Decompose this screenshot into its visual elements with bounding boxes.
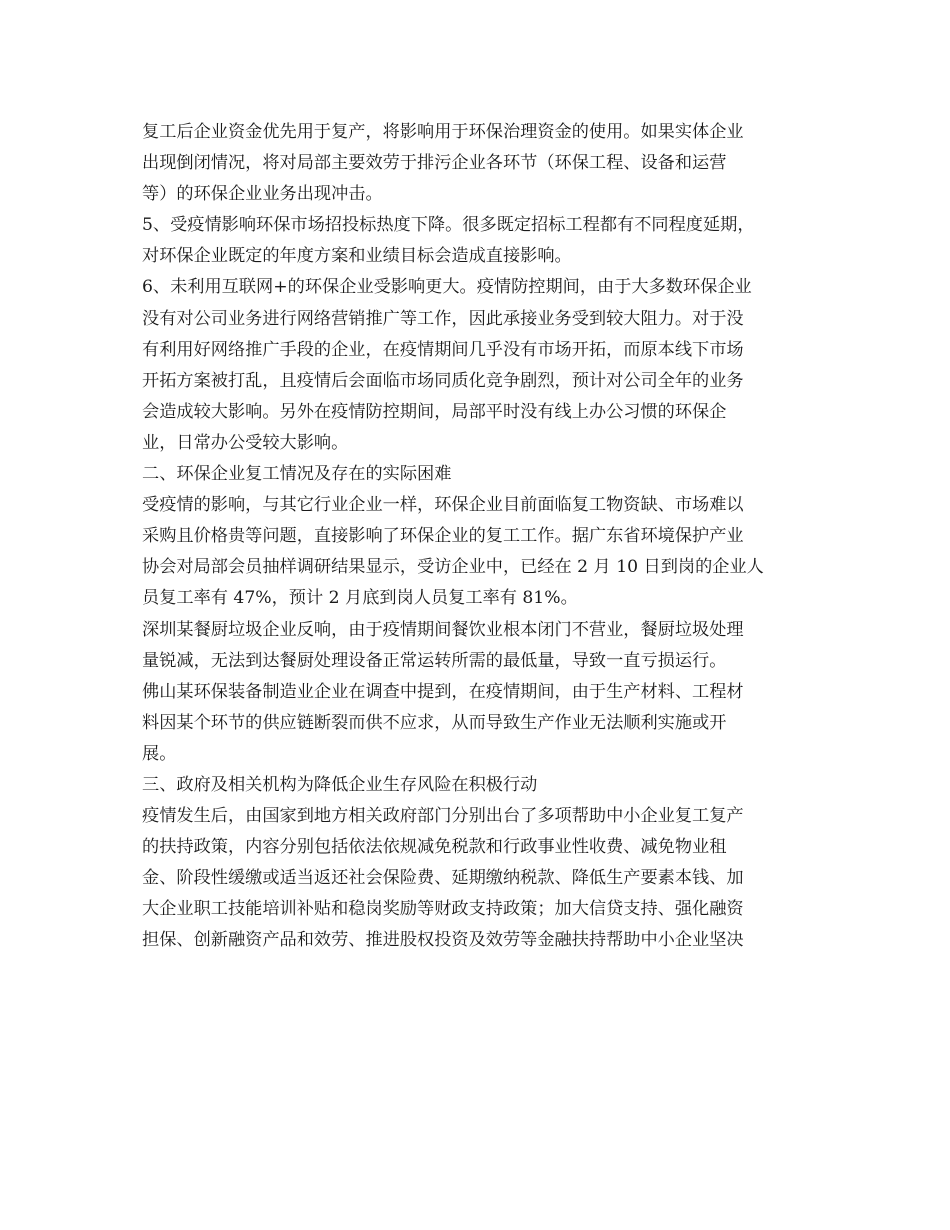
text-line: 担保、创新融资产品和效劳、推进股权投资及效劳等金融扶持帮助中小企业坚决 <box>142 930 744 951</box>
text-line: 料因某个环节的供应链断裂而供不应求，从而导致生产作业无法顺利实施或开 <box>142 712 727 733</box>
text-line: 深圳某餐厨垃圾企业反响，由于疫情期间餐饮业根本闭门不营业，餐厨垃圾处理 <box>142 619 744 640</box>
text-line: 佛山某环保装备制造业企业在调查中提到，在疫情期间，由于生产材料、工程材 <box>142 681 744 702</box>
text-line: 大企业职工技能培训补贴和稳岗奖励等财政支持政策；加大信贷支持、强化融资 <box>142 899 744 920</box>
text-line: 量锐减，无法到达餐厨处理设备正常运转所需的最低量，导致一直亏损运行。 <box>142 650 727 671</box>
section-heading: 三、政府及相关机构为降低企业生存风险在积极行动 <box>142 774 538 795</box>
text-line: 开拓方案被打乱，且疫情后会面临市场同质化竞争剧烈，预计对公司全年的业务 <box>142 370 744 391</box>
text-line: 业，日常办公受较大影响。 <box>142 432 349 453</box>
text-line: 出现倒闭情况，将对局部主要效劳于排污企业各环节（环保工程、设备和运营 <box>142 153 727 174</box>
text-line: 等）的环保企业业务出现冲击。 <box>142 184 383 205</box>
text-line: 受疫情的影响，与其它行业企业一样，环保企业目前面临复工物资缺、市场难以 <box>142 495 744 516</box>
text-line: 协会对局部会员抽样调研结果显示，受访企业中，已经在 2 月 10 日到岗的企业人 <box>142 557 764 578</box>
text-line: 展。 <box>142 743 177 764</box>
text-line: 员复工率有 47%，预计 2 月底到岗人员复工率有 81%。 <box>142 588 578 609</box>
document-body <box>142 117 802 957</box>
text-line: 疫情发生后，由国家到地方相关政府部门分别出台了多项帮助中小企业复工复产 <box>142 806 744 827</box>
text-line: 对环保企业既定的年度方案和业绩目标会造成直接影响。 <box>142 246 572 267</box>
text-line: 没有对公司业务进行网络营销推广等工作，因此承接业务受到较大阻力。对于没 <box>142 308 744 329</box>
text-line: 会造成较大影响。另外在疫情防控期间，局部平时没有线上办公习惯的环保企 <box>142 401 727 422</box>
text-line: 5、受疫情影响环保市场招投标热度下降。很多既定招标工程都有不同程度延期， <box>142 215 755 236</box>
text-line: 的扶持政策，内容分别包括依法依规减免税款和行政事业性收费、减免物业租 <box>142 837 727 858</box>
text-line: 6、未利用互联网+的环保企业受影响更大。疫情防控期间，由于大多数环保企业 <box>142 277 752 298</box>
text-line: 金、阶段性缓缴或适当返还社会保险费、延期缴纳税款、降低生产要素本钱、加 <box>142 868 744 889</box>
text-line: 复工后企业资金优先用于复产，将影响用于环保治理资金的使用。如果实体企业 <box>142 122 744 142</box>
text-line: 有利用好网络推广手段的企业，在疫情期间几乎没有市场开拓，而原本线下市场 <box>142 339 744 360</box>
text-line: 采购且价格贵等问题，直接影响了环保企业的复工工作。据广东省环境保护产业 <box>142 526 744 547</box>
section-heading: 二、环保企业复工情况及存在的实际困难 <box>142 464 452 485</box>
